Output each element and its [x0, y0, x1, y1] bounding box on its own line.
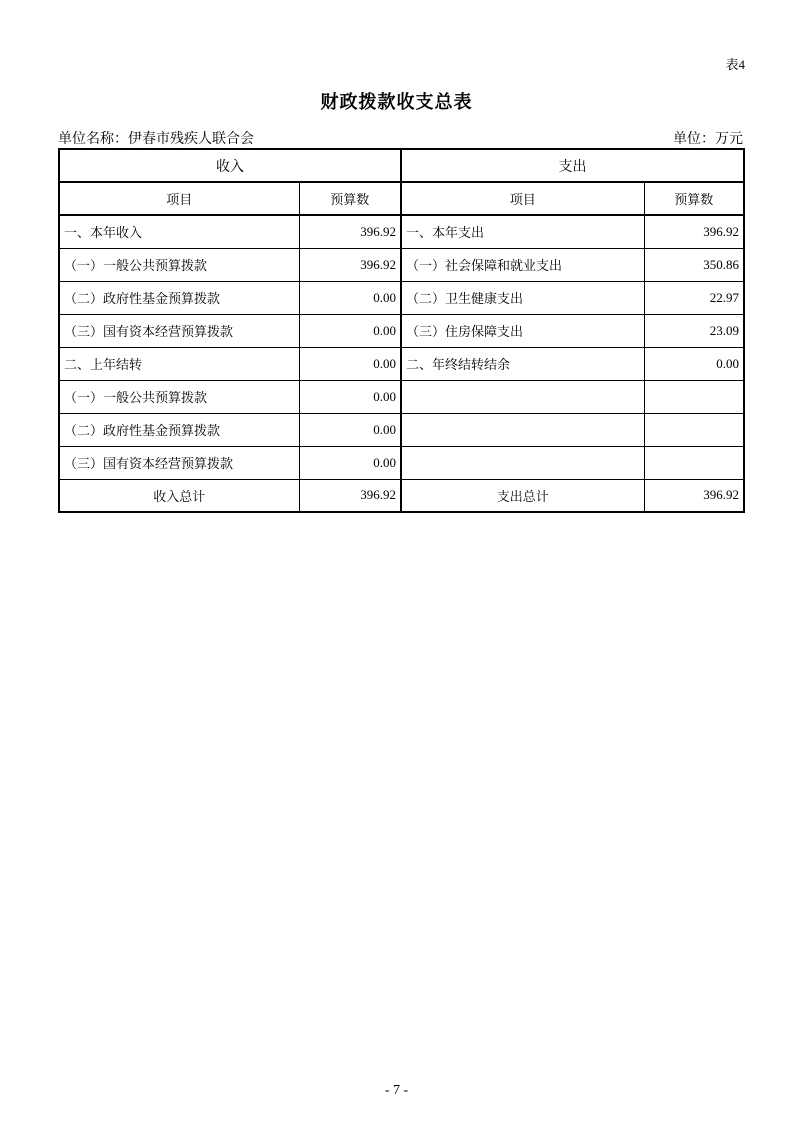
- expense-item-cell: 一、本年支出: [401, 215, 644, 248]
- table-row: [59, 347, 744, 380]
- unit-label: 单位：万元: [673, 132, 743, 147]
- income-item-cell: （三）国有资本经营预算拨款: [59, 446, 299, 479]
- income-item-cell: 一、本年收入: [59, 215, 299, 248]
- expense-item-cell: （三）住房保障支出: [401, 314, 644, 347]
- expense-item-cell: 二、年终结转结余: [401, 347, 644, 380]
- income-value-cell: 0.00: [299, 413, 401, 446]
- income-item-cell: （二）政府性基金预算拨款: [59, 281, 299, 314]
- expense-item-col-header: 项目: [401, 182, 644, 215]
- expense-total-label-cell: 支出总计: [401, 479, 644, 512]
- income-value-cell: 396.92: [299, 215, 401, 248]
- income-item-cell: （三）国有资本经营预算拨款: [59, 314, 299, 347]
- income-value-cell: 0.00: [299, 380, 401, 413]
- meta-row: [58, 128, 743, 148]
- expense-item-cell: [401, 380, 644, 413]
- income-item-cell: （二）政府性基金预算拨款: [59, 413, 299, 446]
- expense-value-cell: 0.00: [644, 347, 744, 380]
- table-row: [59, 215, 744, 248]
- income-item-cell: （一）一般公共预算拨款: [59, 248, 299, 281]
- income-section-header: 收入: [59, 149, 401, 182]
- expense-value-cell: 22.97: [644, 281, 744, 314]
- expense-value-cell: 350.86: [644, 248, 744, 281]
- expense-value-cell: [644, 446, 744, 479]
- income-total-value-cell: 396.92: [299, 479, 401, 512]
- expense-item-cell: [401, 413, 644, 446]
- expense-total-value-cell: 396.92: [644, 479, 744, 512]
- income-value-cell: 0.00: [299, 347, 401, 380]
- income-total-label-cell: 收入总计: [59, 479, 299, 512]
- income-value-cell: 0.00: [299, 314, 401, 347]
- table-row: [59, 413, 744, 446]
- table-row: [59, 281, 744, 314]
- column-header-row: [59, 182, 744, 215]
- table-row: [59, 380, 744, 413]
- expense-budget-col-header: 预算数: [644, 182, 744, 215]
- income-value-cell: 0.00: [299, 446, 401, 479]
- budget-table: [58, 148, 745, 513]
- income-item-col-header: 项目: [59, 182, 299, 215]
- total-row: [59, 479, 744, 512]
- expense-item-cell: （二）卫生健康支出: [401, 281, 644, 314]
- expense-item-cell: [401, 446, 644, 479]
- income-item-cell: 二、上年结转: [59, 347, 299, 380]
- table-row: [59, 248, 744, 281]
- income-value-cell: 396.92: [299, 248, 401, 281]
- income-item-cell: （一）一般公共预算拨款: [59, 380, 299, 413]
- table-row: [59, 314, 744, 347]
- table-number-tag: 表4: [725, 57, 745, 72]
- expense-value-cell: [644, 380, 744, 413]
- income-budget-col-header: 预算数: [299, 182, 401, 215]
- expense-value-cell: [644, 413, 744, 446]
- section-header-row: [59, 149, 744, 182]
- page-number: - 7 -: [384, 1083, 409, 1098]
- expense-item-cell: （一）社会保障和就业支出: [401, 248, 644, 281]
- unit-name: 单位名称：伊春市残疾人联合会: [58, 132, 254, 147]
- page-title: 财政拨款收支总表: [320, 92, 473, 112]
- expense-value-cell: 396.92: [644, 215, 744, 248]
- income-value-cell: 0.00: [299, 281, 401, 314]
- expense-value-cell: 23.09: [644, 314, 744, 347]
- table-row: [59, 446, 744, 479]
- expense-section-header: 支出: [401, 149, 744, 182]
